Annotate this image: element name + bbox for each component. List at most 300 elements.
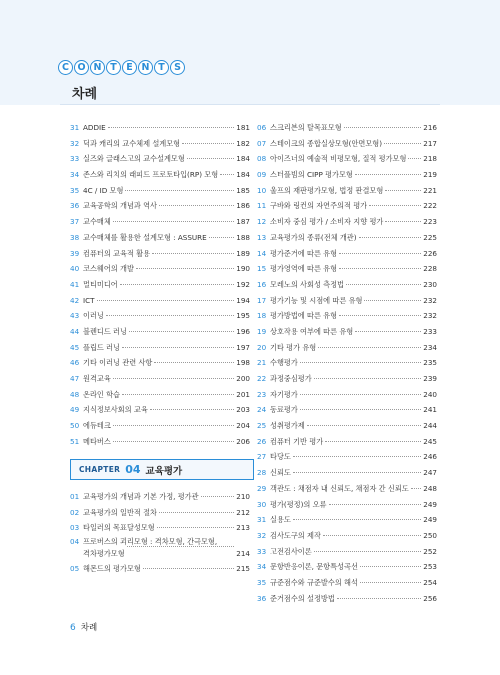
entry-title: 기타 이러닝 관련 사항 [83,358,153,368]
toc-entry[interactable] [257,418,437,434]
entry-number: 18 [257,311,267,321]
entry-leader [187,158,235,159]
entry-page: 203 [236,405,250,415]
entry-number: 24 [257,405,267,415]
entry-title: 교육평가의 종류(전체 개관) [270,232,357,242]
toc-entry[interactable] [257,497,437,513]
entry-number: 44 [70,326,80,336]
entry-leader [209,237,235,238]
entry-title: 스터플빔의 CIPP 평가모형 [270,170,353,180]
entry-leader [323,535,421,536]
toc-entry[interactable] [257,261,437,277]
entry-number: 32 [257,530,267,540]
entry-leader [122,394,234,395]
entry-leader [369,205,421,206]
entry-page: 206 [236,436,250,446]
toc-entry[interactable] [257,371,437,387]
entry-number: 13 [257,232,267,242]
entry-leader [113,441,235,442]
toc-entry[interactable] [257,246,437,262]
toc-entry[interactable] [257,277,437,293]
entry-page: 244 [423,421,437,431]
entry-page: 213 [236,523,250,533]
page-heading: 차례 [72,87,98,102]
entry-title: 객관도 : 채점자 내 신뢰도, 채점자 간 신뢰도 [270,483,409,493]
entry-leader [339,268,421,269]
entry-leader [293,519,421,520]
entry-page: 197 [236,342,250,352]
entry-title: 구바와 링컨의 자연주의적 평가 [270,201,368,211]
entry-title: 교육평가의 개념과 기본 가정, 평가관 [83,492,199,501]
entry-leader [339,253,421,254]
toc-entry[interactable] [257,120,437,136]
entry-leader [150,409,235,410]
entry-title: 자기평가 [270,389,298,399]
entry-title: 모레노의 사회성 측정법 [270,279,345,289]
entry-leader [411,488,422,489]
entry-title: 멀티미디어 [83,279,118,289]
toc-entry[interactable] [257,591,437,607]
entry-number: 09 [257,170,267,180]
entry-page: 223 [423,217,437,227]
entry-page: 182 [236,138,250,148]
entry-number: 31 [257,515,267,525]
entry-number: 35 [70,185,80,195]
entry-title: 타일러의 목표달성모형 [83,523,155,533]
entry-title: 동료평가 [270,405,298,415]
entry-leader [122,347,234,348]
entry-page: 190 [236,264,250,274]
entry-page: 198 [236,358,250,368]
entry-leader [125,190,234,191]
entry-page: 218 [423,154,437,164]
toc-entry[interactable] [257,355,437,371]
toc-entry[interactable] [70,183,250,199]
page-number: 6 [70,623,76,633]
entry-page: 226 [423,248,437,258]
entry-number: 22 [257,374,267,383]
entry-leader [293,456,421,457]
entry-leader [152,253,234,254]
entry-leader [318,347,421,348]
contents-letter: T [154,60,169,75]
toc-entry[interactable] [257,575,437,591]
toc-entry[interactable] [70,198,250,214]
entry-leader [182,143,234,144]
entry-page: 232 [423,295,437,305]
toc-entry[interactable] [257,465,437,481]
entry-title: 타당도 [270,452,291,462]
toc-entry[interactable] [70,536,250,561]
toc-entry[interactable] [70,136,250,152]
entry-leader [364,300,421,301]
entry-leader [360,566,421,567]
toc-entry[interactable] [257,151,437,167]
toc-entry[interactable] [70,246,250,262]
toc-entry[interactable] [257,293,437,309]
entry-leader [314,378,422,379]
entry-leader [344,127,422,128]
toc-entry[interactable] [70,489,250,505]
entry-title: 이러닝 [83,311,104,321]
toc-entry[interactable] [70,387,250,403]
entry-title: 교육평가의 일반적 절차 [83,507,158,517]
entry-number: 31 [70,123,80,132]
toc-entry[interactable] [70,371,250,387]
entry-page: 195 [236,311,250,321]
toc-right-column [257,120,437,606]
toc-entry[interactable] [70,120,250,136]
entry-number: 01 [70,492,80,501]
toc-entry[interactable] [70,214,250,230]
entry-page: 184 [236,154,250,164]
entry-number: 04 [70,537,80,547]
entry-number: 19 [257,326,267,336]
entry-number: 36 [70,201,80,211]
entry-page: 201 [236,389,250,399]
entry-number: 23 [257,389,267,399]
entry-title: 평가기능 및 시점에 따른 유형 [270,295,363,305]
toc-entry[interactable] [70,355,250,371]
chapter-label: CHAPTER [79,465,121,474]
toc-entry[interactable] [257,512,437,528]
entry-number: 51 [70,436,80,446]
entry-leader [113,378,235,379]
entry-page: 214 [236,549,250,559]
entry-page: 245 [423,436,437,446]
toc-entry[interactable] [70,151,250,167]
entry-title: 코스웨어의 개발 [83,264,134,274]
entry-title: 지식정보사회의 교육 [83,405,148,415]
toc-chapter-entries [70,489,250,577]
entry-title: 성취평가제 [270,421,305,431]
entry-title: 컴퓨터 기반 평가 [270,436,324,446]
entry-page: 181 [236,123,250,132]
entry-page: 200 [236,374,250,383]
entry-title: 실즈와 글래스고의 교수설계모형 [83,154,185,164]
toc-entry[interactable] [257,559,437,575]
entry-page: 187 [236,217,250,227]
entry-number: 29 [257,483,267,493]
toc-entry[interactable] [70,402,250,418]
entry-leader [329,504,422,505]
entry-title: 딕과 캐리의 교수체제 설계모형 [83,138,181,148]
entry-page: 254 [423,577,437,587]
entry-leader [307,425,422,426]
entry-number: 20 [257,342,267,352]
toc-entry[interactable] [257,528,437,544]
toc-entry[interactable] [257,324,437,340]
entry-number: 33 [70,154,80,164]
toc-entry[interactable] [257,214,437,230]
entry-number: 12 [257,217,267,227]
entry-title: 프로버스의 괴리모형 : 격차모형, 간극모형, [83,537,218,547]
entry-number: 30 [257,499,267,509]
entry-title: 평가(평정)의 오류 [270,499,327,509]
entry-leader [97,300,235,301]
entry-number: 42 [70,295,80,305]
toc-entry[interactable] [70,230,250,246]
entry-leader [325,441,421,442]
entry-title: ADDIE [83,123,106,132]
toc-entry[interactable] [70,261,250,277]
entry-page: 247 [423,468,437,478]
entry-number: 28 [257,468,267,478]
entry-number: 11 [257,201,267,211]
entry-number: 50 [70,421,80,431]
toc-entry[interactable] [257,167,437,183]
entry-leader [360,582,421,583]
entry-page: 217 [423,138,437,148]
entry-leader [159,512,234,513]
entry-title: 교수매체를 활용한 설계모형 : ASSURE [83,232,207,242]
header-divider [60,104,440,105]
entry-page: 194 [236,295,250,305]
entry-title: 문항반응이론, 문항특성곡선 [270,562,358,572]
contents-title [58,60,185,75]
entry-number: 32 [70,138,80,148]
entry-leader [339,315,421,316]
toc-entry[interactable] [257,434,437,450]
entry-title: 컴퓨터의 교육적 활용 [83,248,151,258]
entry-leader [220,174,234,175]
entry-page: 215 [236,564,250,574]
entry-page: 234 [423,342,437,352]
entry-leader [300,394,422,395]
entry-number: 39 [70,248,80,258]
entry-leader [293,472,421,473]
entry-number: 25 [257,421,267,431]
entry-number: 17 [257,295,267,305]
entry-page: 253 [423,562,437,572]
entry-title: 기타 평가 유형 [270,342,317,352]
toc-entry[interactable] [257,230,437,246]
contents-letter: O [74,60,89,75]
entry-number: 10 [257,185,267,195]
toc-entry[interactable] [70,277,250,293]
entry-title: 원격교육 [83,374,111,383]
page-footer [70,621,97,633]
entry-number: 03 [70,523,80,533]
contents-letter: N [138,60,153,75]
entry-title: 실용도 [270,515,291,525]
entry-leader [127,546,235,547]
entry-number: 34 [257,562,267,572]
toc-entry[interactable] [70,293,250,309]
entry-leader [300,409,422,410]
toc-entry[interactable] [257,340,437,356]
toc-entry[interactable] [70,520,250,536]
entry-title: 교수매체 [83,217,111,227]
entry-page: 230 [423,279,437,289]
entry-page: 216 [423,123,437,132]
entry-number: 16 [257,279,267,289]
toc-entry[interactable] [257,481,437,497]
entry-number: 34 [70,170,80,180]
entry-page: 192 [236,279,250,289]
entry-leader [159,205,234,206]
entry-number: 40 [70,264,80,274]
entry-title: 존스와 리치의 래피드 프로토타입(RP) 모형 [83,170,219,180]
entry-number: 06 [257,123,267,132]
entry-title: 블렌디드 러닝 [83,326,127,336]
entry-number: 27 [257,452,267,462]
entry-leader [346,284,421,285]
entry-number: 37 [70,217,80,227]
contents-letter: C [58,60,73,75]
entry-number: 07 [257,138,267,148]
contents-letter: T [106,60,121,75]
toc-entry[interactable] [70,561,250,577]
entry-leader [106,315,234,316]
entry-leader [157,527,235,528]
entry-page: 239 [423,374,437,383]
entry-title: 과정중심평가 [270,374,312,383]
entry-number: 35 [257,577,267,587]
entry-page: 235 [423,358,437,368]
toc-entry[interactable] [257,198,437,214]
entry-number: 36 [257,593,267,603]
entry-title-continued: 격차평가모형 [83,549,125,559]
entry-number: 45 [70,342,80,352]
entry-page: 256 [423,593,437,603]
toc-left-column [70,120,250,449]
entry-page: 219 [423,170,437,180]
toc-entry[interactable] [257,136,437,152]
entry-title: 고전검사이론 [270,546,312,556]
entry-page: 188 [236,232,250,242]
entry-page: 241 [423,405,437,415]
entry-number: 38 [70,232,80,242]
entry-leader [384,143,421,144]
entry-page: 222 [423,201,437,211]
entry-number: 46 [70,358,80,368]
entry-number: 33 [257,546,267,556]
entry-title: 플립드 러닝 [83,342,121,352]
entry-title: 에듀테크 [83,421,111,431]
toc-entry[interactable] [70,505,250,521]
entry-leader [359,237,422,238]
entry-title: 검사도구의 제작 [270,530,321,540]
entry-title: 메타버스 [83,436,111,446]
entry-number: 48 [70,389,80,399]
entry-page: 250 [423,530,437,540]
entry-title: 해몬드의 평가모형 [83,564,141,574]
entry-title: 4C / ID 모형 [83,185,124,195]
entry-page: 189 [236,248,250,258]
entry-title: 상호작용 여부에 따른 유형 [270,326,354,336]
entry-number: 49 [70,405,80,415]
entry-number: 14 [257,248,267,258]
entry-title: 울프의 재판평가모형, 법정 판결모형 [270,185,384,195]
entry-title: 규준점수와 규준발수의 해석 [270,577,358,587]
entry-page: 233 [423,326,437,336]
toc-entry[interactable] [257,387,437,403]
entry-page: 248 [423,483,437,493]
toc-entry[interactable] [257,544,437,560]
toc-entry[interactable] [70,340,250,356]
entry-number: 41 [70,279,80,289]
entry-number: 21 [257,358,267,368]
entry-number: 43 [70,311,80,321]
entry-page: 232 [423,311,437,321]
contents-letter: E [122,60,137,75]
footer-label: 차례 [80,623,98,633]
entry-title: 교육공학의 개념과 역사 [83,201,158,211]
entry-page: 249 [423,515,437,525]
entry-leader [408,158,421,159]
entry-leader [314,551,422,552]
entry-number: 15 [257,264,267,274]
entry-title: 소비자 중심 평가 / 소비자 지향 평가 [270,217,384,227]
entry-number: 47 [70,374,80,383]
entry-title: 스크리븐의 탈목표모형 [270,123,342,132]
toc-entry[interactable] [257,402,437,418]
entry-leader [154,362,234,363]
toc-entry[interactable] [70,434,250,450]
entry-page: 184 [236,170,250,180]
entry-leader [113,221,235,222]
toc-entry[interactable] [70,324,250,340]
entry-leader [385,221,421,222]
entry-number: 02 [70,507,80,517]
contents-letter: N [90,60,105,75]
entry-title: 평가영역에 따른 유형 [270,264,338,274]
entry-title: 아이즈너의 예술적 비평모형, 질적 평가모형 [270,154,407,164]
entry-leader [129,331,234,332]
entry-title: 수행평가 [270,358,298,368]
entry-leader [136,268,234,269]
toc-entry[interactable] [70,418,250,434]
entry-title: 신뢰도 [270,468,291,478]
chapter-title: 교육평가 [145,465,183,477]
entry-leader [143,568,234,569]
entry-number: 26 [257,436,267,446]
entry-page: 249 [423,499,437,509]
entry-title: 준거점수의 설정방법 [270,593,335,603]
entry-page: 196 [236,326,250,336]
entry-page: 186 [236,201,250,211]
entry-leader [355,331,421,332]
entry-number: 08 [257,154,267,164]
entry-number: 05 [70,564,80,574]
toc-entry[interactable] [257,183,437,199]
chapter-number: 04 [125,463,141,476]
entry-title: 스테이크의 종합실상모형(안면모형) [270,138,383,148]
contents-letter: S [170,60,185,75]
entry-leader [337,598,422,599]
entry-leader [108,127,235,128]
toc-entry[interactable] [70,167,250,183]
entry-title: ICT [83,295,95,305]
toc-entry[interactable] [257,449,437,465]
entry-leader [120,284,235,285]
chapter-banner [70,459,254,480]
entry-page: 252 [423,546,437,556]
entry-page: 228 [423,264,437,274]
entry-leader [113,425,235,426]
entry-page: 225 [423,232,437,242]
entry-title: 온라인 학습 [83,389,121,399]
entry-page: 221 [423,185,437,195]
entry-page: 246 [423,452,437,462]
toc-entry[interactable] [70,308,250,324]
entry-leader [201,496,235,497]
entry-leader [385,190,421,191]
entry-title: 평가준거에 따른 유형 [270,248,338,258]
entry-title: 평가방법에 따른 유형 [270,311,338,321]
toc-entry[interactable] [257,308,437,324]
